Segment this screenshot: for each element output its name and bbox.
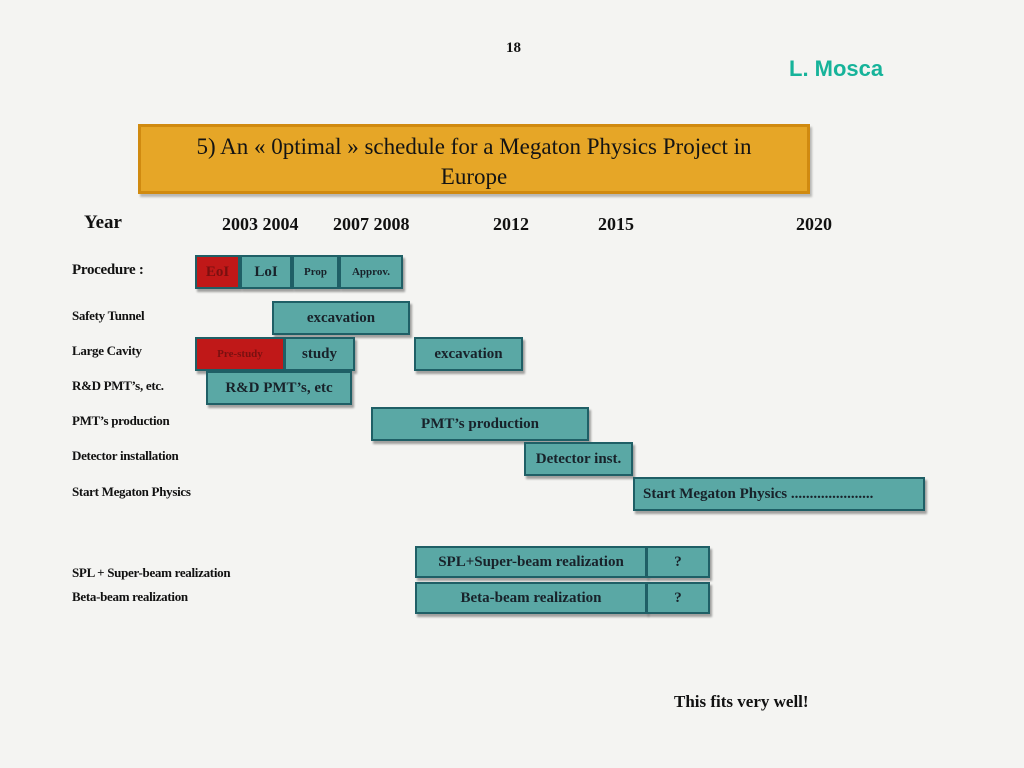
bar-loi: LoI: [240, 255, 292, 289]
bar-spl-question: ?: [646, 546, 710, 578]
bar-pre-study: Pre-study: [195, 337, 285, 371]
bar-tunnel-excavation: excavation: [272, 301, 410, 335]
bar-rnd-pmt: R&D PMT’s, etc: [206, 371, 352, 405]
title-line-2: Europe: [440, 164, 508, 189]
bar-detector-inst: Detector inst.: [524, 442, 633, 476]
title-line-1: 5) An « 0ptimal » schedule for a Megaton Physics Project in: [196, 134, 752, 159]
row-label-safety-tunnel: Safety Tunnel: [72, 308, 145, 323]
footer-note: This fits very well!: [674, 692, 809, 711]
row-label-rnd-pmt: R&D PMT’s, etc.: [72, 378, 164, 393]
row-label-beta-beam: Beta-beam realization: [72, 589, 188, 604]
year-tick-2007-2008: 2007 2008: [333, 214, 410, 234]
bar-start-megaton: Start Megaton Physics ......................: [633, 477, 925, 511]
row-label-procedure: Procedure :: [72, 262, 144, 278]
year-tick-2012: 2012: [493, 214, 529, 234]
year-tick-2003-2004: 2003 2004: [222, 214, 299, 234]
row-label-start-megaton: Start Megaton Physics: [72, 484, 191, 499]
bar-cavity-excavation: excavation: [414, 337, 523, 371]
bar-beta-beam: Beta-beam realization: [415, 582, 647, 614]
row-label-pmt-production: PMT’s production: [72, 413, 170, 428]
bar-pmt-production: PMT’s production: [371, 407, 589, 441]
page-number: 18: [506, 40, 521, 56]
bar-beta-question: ?: [646, 582, 710, 614]
row-label-large-cavity: Large Cavity: [72, 343, 142, 358]
year-tick-2020: 2020: [796, 214, 832, 234]
bar-study: study: [284, 337, 355, 371]
bar-prop: Prop: [292, 255, 339, 289]
bar-approv: Approv.: [339, 255, 403, 289]
year-tick-2015: 2015: [598, 214, 634, 234]
author-label: L. Mosca: [789, 56, 884, 81]
row-label-spl-superbeam: SPL + Super-beam realization: [72, 565, 231, 580]
bar-spl-superbeam: SPL+Super-beam realization: [415, 546, 647, 578]
row-label-detector-installation: Detector installation: [72, 448, 179, 463]
year-axis-label: Year: [84, 212, 122, 233]
slide-title: [138, 124, 810, 194]
bar-eoi: EoI: [195, 255, 240, 289]
